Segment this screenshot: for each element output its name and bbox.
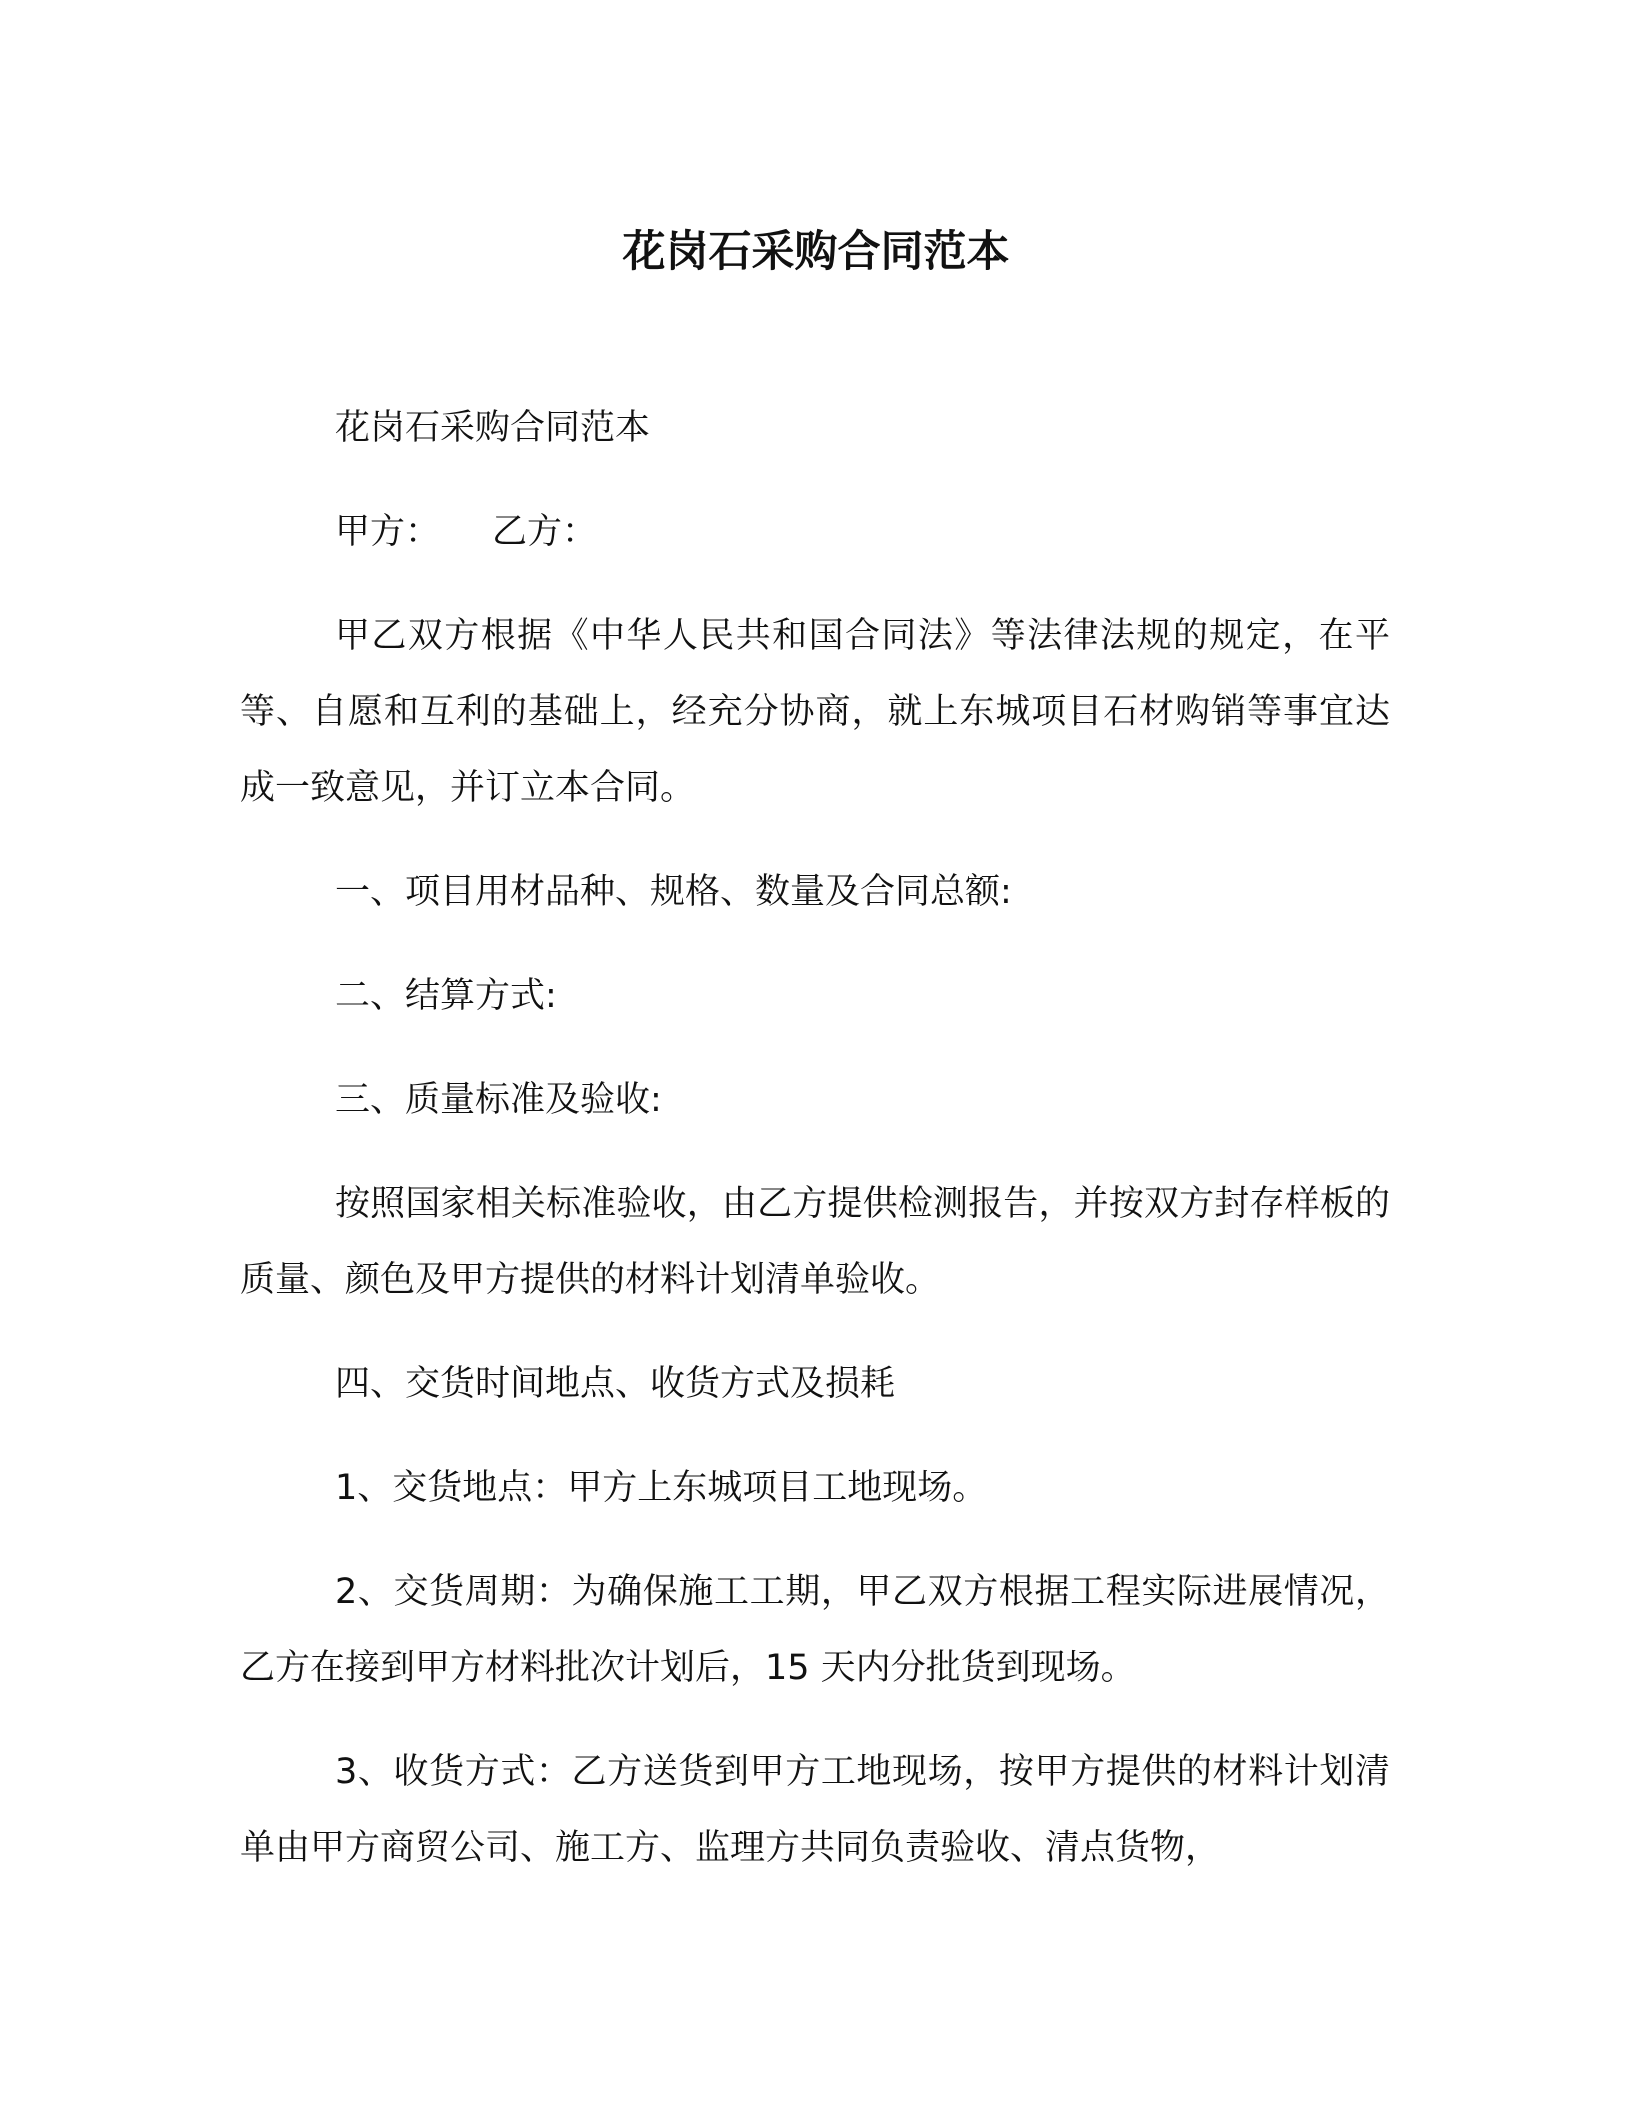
section-4-item-2: 2、交货周期：为确保施工工期，甲乙双方根据工程实际进展情况，乙方在接到甲方材料批次计划后，15 天内分批货到现场。 (240, 1572, 1390, 1688)
section-2-heading: 二、结算方式: (335, 976, 557, 1016)
section-4-item-1: 1、交货地点：甲方上东城项目工地现场。 (335, 1468, 988, 1508)
party-b-label: 乙方： (492, 512, 598, 552)
section-3-body: 按照国家相关标准验收，由乙方提供检测报告，并按双方封存样板的质量、颜色及甲方提供的材料计划清单验收。 (240, 1184, 1390, 1300)
subtitle-paragraph: 花岗石采购合同范本 (335, 408, 651, 448)
party-a-label: 甲方： (335, 512, 441, 552)
section-3-heading: 三、质量标准及验收: (335, 1080, 662, 1120)
document-title: 花岗石采购合同范本 (622, 227, 1010, 277)
document-body (240, 390, 1390, 1914)
section-4-item-3: 3、收货方式：乙方送货到甲方工地现场，按甲方提供的材料计划清单由甲方商贸公司、施工方、监理方共同负责验收、清点货物， (240, 1752, 1390, 1868)
preamble-paragraph: 甲乙双方根据《中华人民共和国合同法》等法律法规的规定，在平等、自愿和互利的基础上，经充分协商，就上东城项目石材购销等事宜达成一致意见，并订立本合同。 (240, 616, 1390, 808)
section-4-heading: 四、交货时间地点、收货方式及损耗 (335, 1364, 896, 1404)
parties-line (240, 494, 1390, 570)
section-1-heading: 一、项目用材品种、规格、数量及合同总额: (335, 872, 1012, 912)
